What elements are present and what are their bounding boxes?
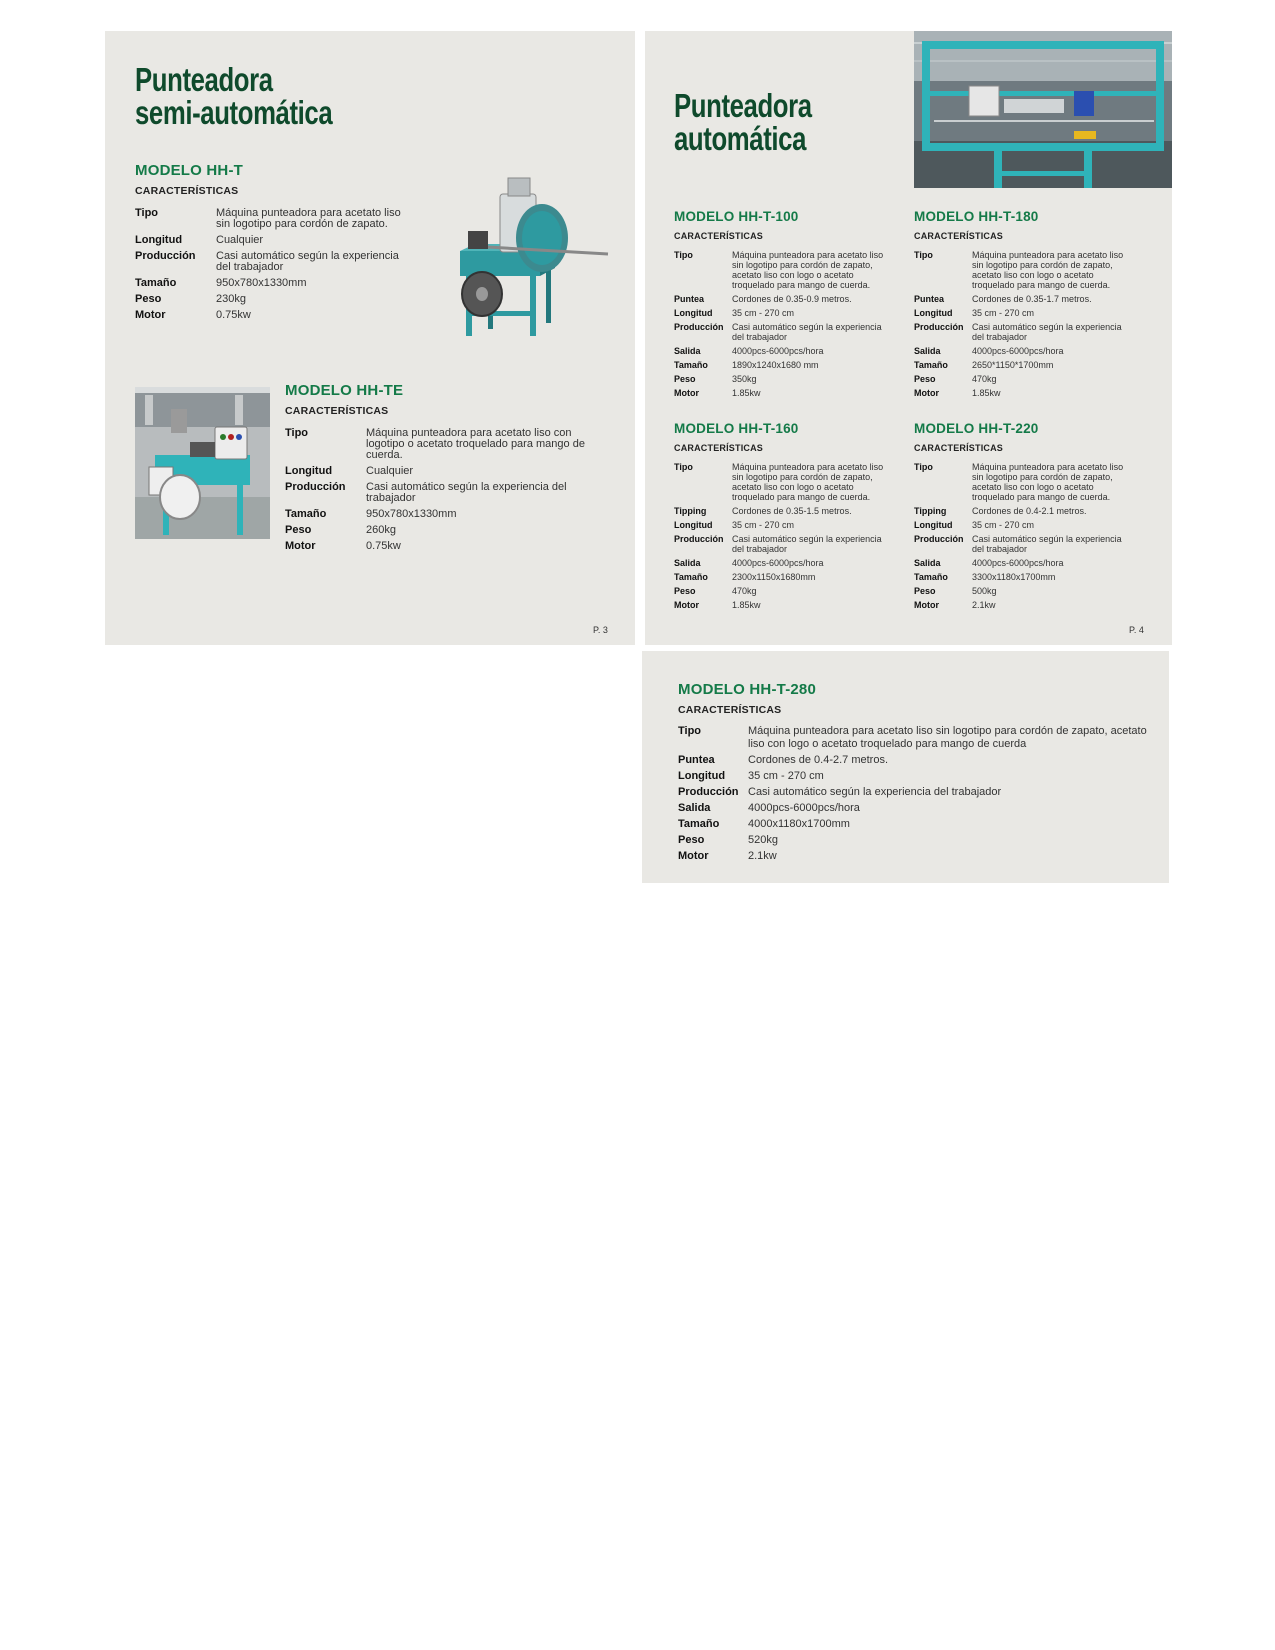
spec-label: Longitud [135, 234, 183, 246]
model-hh-t-220-name: MODELO HH-T-220 [914, 421, 1039, 436]
spec-value: 950x780x1330mm [216, 277, 307, 289]
spec-row [285, 541, 586, 552]
spec-row [914, 308, 1132, 318]
page-3-title-line-1: Punteadora [135, 61, 273, 98]
spec-row [678, 754, 1148, 767]
spec-label: Peso [678, 834, 705, 846]
spec-label: Motor [285, 540, 316, 552]
model-hh-te-specs [285, 428, 586, 557]
spec-label: Tamaño [135, 277, 177, 289]
spec-value: Máquina punteadora para acetato liso sin logotipo para cordón de zapato, acetato liso con logo o acetato troquelado para mango de cuerda. [972, 250, 1124, 290]
spec-value: Cordones de 0.35-1.7 metros. [972, 294, 1092, 304]
spec-row [914, 360, 1132, 370]
spec-row [674, 462, 892, 502]
page-3-title [135, 63, 332, 129]
spec-row [674, 506, 892, 516]
spec-row [678, 802, 1148, 815]
model-hh-t-280-name: MODELO HH-T-280 [678, 681, 817, 698]
spec-row [914, 374, 1132, 384]
spec-row [674, 534, 892, 554]
spec-value: Casi automático según la experiencia del trabajador [732, 322, 882, 342]
spec-row [674, 388, 892, 398]
spec-row [914, 558, 1132, 568]
spec-value: Casi automático según la experiencia del trabajador [972, 534, 1122, 554]
spec-row [678, 770, 1148, 783]
spec-label: Peso [674, 586, 696, 596]
spec-row [674, 346, 892, 356]
spec-value: 3300x1180x1700mm [972, 572, 1056, 582]
spec-label: Peso [135, 293, 162, 305]
spec-row [285, 509, 586, 520]
spec-value: 1.85kw [732, 388, 761, 398]
spec-row [678, 818, 1148, 831]
spec-value: Casi automático según la experiencia del trabajador [216, 250, 399, 273]
model-hh-t-160-specs [674, 462, 892, 614]
spec-label: Salida [914, 558, 941, 568]
spec-value: 4000pcs-6000pcs/hora [748, 802, 860, 814]
spec-row [674, 558, 892, 568]
model-hh-t-160-name: MODELO HH-T-160 [674, 421, 799, 436]
spec-value: 4000pcs-6000pcs/hora [732, 558, 824, 568]
page-4-title-line-1: Punteadora [674, 87, 812, 124]
spec-row [674, 600, 892, 610]
spec-label: Longitud [285, 465, 333, 477]
page-4-number: P. 4 [1129, 625, 1144, 635]
spec-value: 4000pcs-6000pcs/hora [972, 558, 1064, 568]
spec-value: 470kg [972, 374, 997, 384]
spec-row [914, 346, 1132, 356]
spec-row [914, 322, 1132, 342]
spec-value: Máquina punteadora para acetato liso sin logotipo para cordón de zapato. [216, 207, 401, 230]
spec-label: Tipo [674, 250, 693, 260]
spec-label: Producción [674, 534, 724, 544]
spec-label: Tamaño [914, 360, 948, 370]
spec-value: Cordones de 0.4-2.7 metros. [748, 754, 889, 766]
spec-row [674, 572, 892, 582]
spec-row [285, 428, 586, 461]
spec-label: Producción [914, 322, 964, 332]
spec-label: Tipping [674, 506, 707, 516]
page-4-title-line-2: automática [674, 120, 806, 157]
spec-label: Longitud [678, 770, 726, 782]
spec-row [674, 360, 892, 370]
spec-row [674, 586, 892, 596]
model-hh-t-100-section: CARACTERÍSTICAS [674, 231, 764, 241]
spec-label: Salida [678, 802, 711, 814]
spec-row [135, 235, 412, 246]
spec-label: Motor [914, 388, 939, 398]
spec-value: 0.75kw [216, 309, 251, 321]
spec-value: Cordones de 0.35-0.9 metros. [732, 294, 852, 304]
spec-label: Producción [285, 481, 346, 493]
spec-row [285, 525, 586, 536]
spec-value: 0.75kw [366, 540, 401, 552]
spec-value: 1.85kw [972, 388, 1001, 398]
page-4-title [674, 89, 812, 155]
model-hh-t-section: CARACTERÍSTICAS [135, 185, 239, 197]
model-hh-t-280-section: CARACTERÍSTICAS [678, 704, 782, 716]
spec-row [914, 506, 1132, 516]
model-hh-t-180-name: MODELO HH-T-180 [914, 209, 1039, 224]
spec-value: 350kg [732, 374, 757, 384]
spec-value: Casi automático según la experiencia del trabajador [748, 786, 1002, 798]
spec-label: Tamaño [678, 818, 720, 830]
spec-value: 2.1kw [972, 600, 996, 610]
spec-label: Puntea [914, 294, 945, 304]
spec-value: 1890x1240x1680 mm [732, 360, 819, 370]
spec-value: Máquina punteadora para acetato liso sin logotipo para cordón de zapato, acetato liso con logo o acetato troquelado para mango de cuerda. [732, 250, 884, 290]
spec-label: Tamaño [285, 508, 327, 520]
spec-label: Producción [135, 250, 196, 262]
spec-label: Peso [285, 524, 312, 536]
model-hh-t-100-name: MODELO HH-T-100 [674, 209, 799, 224]
spec-value: Casi automático según la experiencia del trabajador [972, 322, 1122, 342]
page-3-number: P. 3 [593, 625, 608, 635]
spec-value: 260kg [366, 524, 396, 536]
spec-value: 35 cm - 270 cm [732, 308, 795, 318]
spec-value: 1.85kw [732, 600, 761, 610]
spec-label: Tipo [135, 207, 159, 219]
spec-label: Tipping [914, 506, 947, 516]
page-3-title-line-2: semi-automática [135, 94, 333, 131]
spec-label: Tamaño [674, 360, 708, 370]
spec-row [914, 586, 1132, 596]
model-hh-te-name: MODELO HH-TE [285, 382, 404, 399]
spec-row [135, 278, 412, 289]
spec-row [674, 308, 892, 318]
spec-row [914, 520, 1132, 530]
page-5-panel [642, 651, 1169, 883]
spec-row [135, 310, 412, 321]
model-hh-t-280-specs [678, 725, 1148, 866]
spec-row [135, 251, 412, 273]
spec-value: 2650*1150*1700mm [972, 360, 1054, 370]
spec-value: Máquina punteadora para acetato liso sin logotipo para cordón de zapato, acetato liso con logo o acetato troquelado para mango de cuerda. [972, 462, 1124, 502]
automatic-machine-photo [914, 31, 1172, 188]
spec-value: 4000x1180x1700mm [748, 818, 850, 830]
spec-row [914, 600, 1132, 610]
spec-value: 470kg [732, 586, 757, 596]
spec-row [678, 786, 1148, 799]
spec-row [135, 208, 412, 230]
spec-label: Puntea [674, 294, 705, 304]
spec-row [285, 482, 586, 504]
spec-row [678, 834, 1148, 847]
spec-label: Peso [914, 374, 936, 384]
spec-row [674, 294, 892, 304]
spec-value: Cordones de 0.4-2.1 metros. [972, 506, 1087, 516]
spec-value: Cordones de 0.35-1.5 metros. [732, 506, 852, 516]
spec-row [914, 250, 1132, 290]
spec-row [678, 725, 1148, 751]
hh-t-machine-image [430, 176, 610, 341]
model-hh-t-160-section: CARACTERÍSTICAS [674, 443, 764, 453]
model-hh-t-180-section: CARACTERÍSTICAS [914, 231, 1004, 241]
spec-row [674, 250, 892, 290]
spec-value: 2300x1150x1680mm [732, 572, 816, 582]
spec-label: Tipo [678, 725, 702, 737]
spec-row [914, 388, 1132, 398]
spec-value: 500kg [972, 586, 997, 596]
spec-label: Longitud [914, 520, 953, 530]
spec-label: Motor [678, 850, 709, 862]
spec-label: Motor [674, 388, 699, 398]
spec-value: Máquina punteadora para acetato liso sin logotipo para cordón de zapato, acetato liso con logo o acetato troquelado para mango de cuerda [748, 725, 1147, 750]
page-3-panel [105, 31, 635, 645]
spec-label: Tipo [914, 462, 933, 472]
spec-value: 230kg [216, 293, 246, 305]
spec-label: Salida [914, 346, 941, 356]
spec-value: 4000pcs-6000pcs/hora [732, 346, 824, 356]
spec-label: Producción [678, 786, 739, 798]
spec-label: Longitud [674, 308, 713, 318]
spec-value: 35 cm - 270 cm [732, 520, 795, 530]
spec-value: 4000pcs-6000pcs/hora [972, 346, 1064, 356]
spec-value: 35 cm - 270 cm [748, 770, 824, 782]
spec-label: Producción [674, 322, 724, 332]
spec-value: Casi automático según la experiencia del trabajador [366, 481, 567, 504]
spec-label: Puntea [678, 754, 715, 766]
spec-label: Motor [914, 600, 939, 610]
spec-value: 35 cm - 270 cm [972, 308, 1035, 318]
spec-label: Tipo [674, 462, 693, 472]
model-hh-te-section: CARACTERÍSTICAS [285, 405, 389, 417]
spec-label: Salida [674, 346, 701, 356]
spec-row [285, 466, 586, 477]
spec-value: 35 cm - 270 cm [972, 520, 1035, 530]
spec-row [914, 572, 1132, 582]
spec-value: 2.1kw [748, 850, 777, 862]
spec-label: Tamaño [674, 572, 708, 582]
spec-row [674, 520, 892, 530]
spec-value: 520kg [748, 834, 778, 846]
spec-value: 950x780x1330mm [366, 508, 457, 520]
hh-te-machine-photo [135, 387, 270, 539]
model-hh-t-180-specs [914, 250, 1132, 402]
spec-label: Tipo [285, 427, 309, 439]
model-hh-t-220-specs [914, 462, 1132, 614]
spec-label: Producción [914, 534, 964, 544]
spec-value: Casi automático según la experiencia del trabajador [732, 534, 882, 554]
model-hh-t-specs [135, 208, 412, 326]
spec-label: Tamaño [914, 572, 948, 582]
spec-row [914, 534, 1132, 554]
spec-label: Motor [674, 600, 699, 610]
spec-label: Peso [674, 374, 696, 384]
spec-value: Cualquier [366, 465, 414, 477]
model-hh-t-name: MODELO HH-T [135, 162, 244, 179]
spec-row [914, 294, 1132, 304]
model-hh-t-220-section: CARACTERÍSTICAS [914, 443, 1004, 453]
spec-value: Máquina punteadora para acetato liso sin logotipo para cordón de zapato, acetato liso con logo o acetato troquelado para mango de cuerda. [732, 462, 884, 502]
spec-value: Máquina punteadora para acetato liso con logotipo o acetato troquelado para mango de cuerda. [366, 427, 585, 461]
model-hh-t-100-specs [674, 250, 892, 402]
spec-label: Salida [674, 558, 701, 568]
page-4-panel [645, 31, 1172, 645]
spec-row [678, 850, 1148, 863]
spec-label: Motor [135, 309, 166, 321]
spec-label: Longitud [674, 520, 713, 530]
spec-label: Tipo [914, 250, 933, 260]
spec-row [914, 462, 1132, 502]
spec-label: Longitud [914, 308, 953, 318]
spec-row [135, 294, 412, 305]
spec-row [674, 374, 892, 384]
spec-value: Cualquier [216, 234, 264, 246]
spec-label: Peso [914, 586, 936, 596]
spec-row [674, 322, 892, 342]
